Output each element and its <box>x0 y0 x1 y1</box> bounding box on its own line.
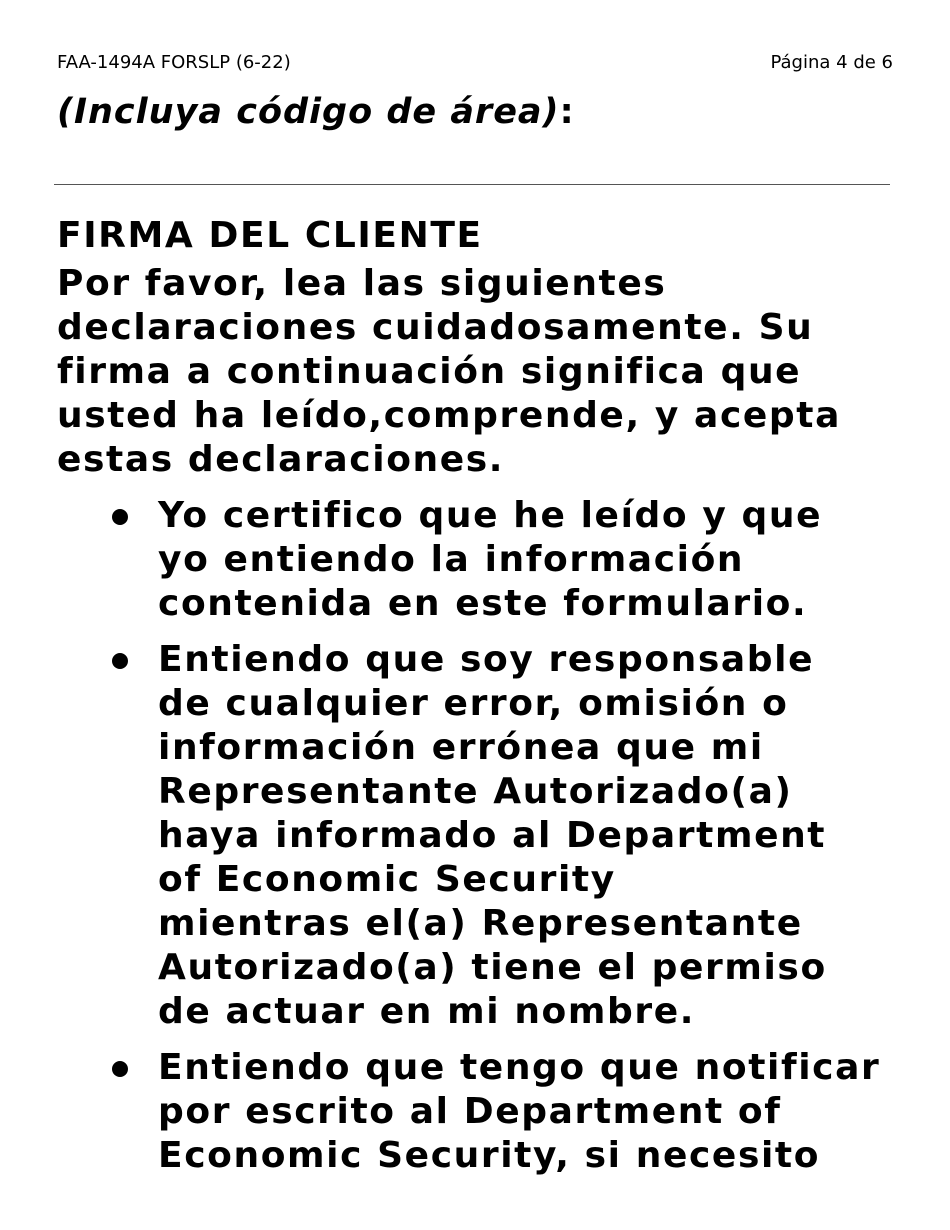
intro-paragraph <box>57 262 907 482</box>
bullet-icon <box>112 653 128 669</box>
declaration-line: Economic Security, si necesito <box>158 1135 821 1176</box>
area-code-hint: (Incluya código de área) <box>57 92 560 132</box>
declaration-item <box>57 638 907 1034</box>
intro-line: Por favor, lea las siguientes <box>57 263 667 304</box>
declaration-line: contenida en este formulario. <box>158 583 808 624</box>
intro-line: firma a continuación significa que <box>57 351 802 392</box>
phone-field-label <box>57 92 575 132</box>
intro-line: usted ha leído,comprende, y acepta <box>57 395 841 436</box>
declaration-line: Representante Autorizado(a) <box>158 771 793 812</box>
bullet-icon <box>112 1061 128 1077</box>
intro-line: estas declaraciones. <box>57 439 505 480</box>
page-number: Página 4 de 6 <box>770 52 893 73</box>
declaration-line: Yo certifico que he leído y que <box>158 495 823 536</box>
declaration-line: of Economic Security <box>158 859 616 900</box>
declaration-line: haya informado al Department <box>158 815 827 856</box>
declaration-line: de actuar en mi nombre. <box>158 991 696 1032</box>
declarations-list <box>57 494 907 1178</box>
page-header <box>57 52 893 76</box>
declaration-line: Entiendo que soy responsable <box>158 639 815 680</box>
signature-section <box>57 214 907 1190</box>
bullet-icon <box>112 509 128 525</box>
section-title: FIRMA DEL CLIENTE <box>57 215 483 256</box>
declaration-line: por escrito al Department of <box>158 1091 782 1132</box>
phone-entry-line[interactable] <box>54 184 890 185</box>
declaration-item <box>57 494 907 626</box>
declaration-line: de cualquier error, omisión o <box>158 683 789 724</box>
declaration-line: yo entiendo la información <box>158 539 745 580</box>
declaration-line: Autorizado(a) tiene el permiso <box>158 947 827 988</box>
label-colon: : <box>559 92 575 132</box>
declaration-line: información errónea que mi <box>158 727 764 768</box>
declaration-item <box>57 1046 907 1178</box>
form-id: FAA-1494A FORSLP (6-22) <box>57 52 291 73</box>
intro-line: declaraciones cuidadosamente. Su <box>57 307 814 348</box>
declaration-line: Entiendo que tengo que notificar <box>158 1047 881 1088</box>
declaration-line: mientras el(a) Representante <box>158 903 803 944</box>
